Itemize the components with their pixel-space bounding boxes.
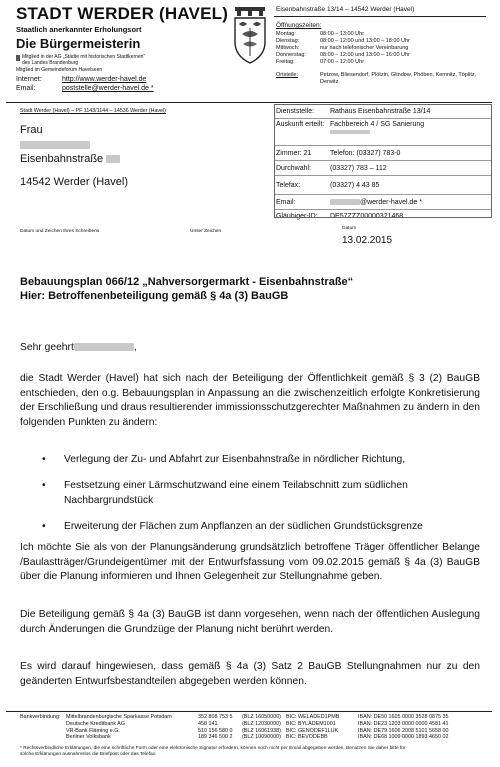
internet-line: Internet: http://www.werder-havel.de — [16, 76, 147, 83]
opening-hours — [276, 31, 410, 66]
change-list — [20, 452, 480, 545]
your-ref-label: Datum und Zeichen Ihres Schreibens — [20, 229, 100, 234]
opening-hours-row: Freitag: 07:00 – 12:00 Uhr — [276, 59, 365, 65]
letterhead-divider — [6, 102, 492, 103]
contact-row-email: Email: @werder-havel.de * — [274, 195, 492, 210]
bank-ibans: IBAN: DE50 1605 0000 3528 0875 35 IBAN: DE23 1203 0000 0000 4581 41 IBAN: DE79 1606 2008 5101 5658 00 IBAN: DE68 1009 0000 1893 4650 02 — [358, 714, 449, 741]
header-divider — [274, 16, 486, 17]
org-subtitle: Staatlich anerkannter Erholungsort — [16, 25, 142, 34]
website-link[interactable]: http://www.werder-havel.de — [62, 76, 147, 83]
greeting: Sehr geehrt , — [20, 342, 137, 353]
recipient-salutation: Frau — [20, 124, 43, 136]
list-item: • Festsetzung einer Lärmschutzwand eine einem Teilabschnitt zum südlichen Nachbargrundstück — [42, 480, 408, 506]
opening-hours-row: Dienstag: 08:00 – 12:00 und 13:00 – 18:00 Uhr — [276, 38, 410, 44]
contact-row-direct: Durchwahl: (03327) 783 – 112 — [274, 161, 492, 176]
org-name: STADT WERDER (HAVEL) — [16, 4, 229, 23]
recipient-city: 14542 Werder (Havel) — [20, 176, 129, 188]
paragraph-procedure: Die Beteiligung gemäß § 4a (3) BauGB ist dann vorgesehen, wenn nach der öffentlichen Auslegung durch Änderungen die Grundzüge der Planung nicht berührt werden. — [20, 609, 480, 635]
legal-footnote: * Rechtsverbindliche Erklärungen, die eine schriftliche Form oder eine elektronische Signatur erfordern, können noch nicht per Email abgegeben werden. Benutzen Sie daher bitte für solche Erklärungen ausnahmslos die Briefpost oder das Telefax. — [20, 746, 406, 757]
subject-line-2: Hier: Betroffenenbeteiligung gemäß § 4a (3) BauGB — [20, 290, 289, 302]
contact-row-fax: Telefax: (03327) 4 43 85 — [274, 176, 492, 195]
opening-hours-row: Montag: 08:00 – 13:00 Uhr — [276, 31, 365, 37]
bank-bics: BIC: WELADED1PMB BIC: BYLADEM1001 BIC: GENODEF1LUK BIC: BEVODEBB — [286, 714, 340, 741]
contact-info-box — [274, 104, 492, 222]
paragraph-participation: Ich möchte Sie als von der Planungsänderung grundsätzlich betroffene Träger öffentlicher Belange /Baulastträger/Grundeigentümer mit der Entwurfsfassung vom 09.02.2015 gemäß § 4a (3) BauGB über die Planung informieren und Ihnen Gelegenheit zur Stellungnahme geben. — [20, 542, 480, 583]
office-title: Die Bürgermeisterin — [16, 36, 141, 51]
recipient-name-redacted — [20, 139, 90, 151]
city-crest-icon — [231, 6, 269, 66]
list-item: • Verlegung der Zu- und Abfahrt zur Eisenbahnstraße in nördlicher Richtung, — [42, 454, 406, 465]
bank-codes: (BLZ 16050000) (BLZ 12030000) (BLZ 16061938) (BLZ 10090000) — [242, 714, 281, 741]
districts: Ortsteile: Petzow, Bliesendorf, Plötzin, Glindow, Phöben, Kemnitz, Töplitz, Derwitz — [276, 72, 477, 85]
list-item: • Erweiterung der Flächen zum Anpflanzen an der südlichen Grundstücksgrenze — [42, 521, 423, 532]
email-line: Email: poststelle@werder-havel.de * — [16, 85, 154, 92]
contact-email-link[interactable]: @werder-havel.de * — [360, 198, 422, 206]
opening-hours-title: Öffnungszeiten: — [276, 22, 322, 29]
letter-date: 13.02.2015 — [342, 235, 393, 246]
bank-label: Bankverbindung: — [20, 714, 61, 720]
footer-divider — [6, 711, 492, 712]
subject — [20, 275, 490, 303]
paragraph-intro: die Stadt Werder (Havel) hat sich nach der Beteiligung der Öffentlichkeit gemäß § 3 (2) BauGB entschieden, den o.g. Bebauungsplan in Anpassung an die zwischenzeitlich erfolgte Konkretisierung der Erschließung und draus resultierender immissionsschutzgerechter Maßnahmen zu ändern in den folgenden Punkten zu ändern: — [20, 373, 480, 428]
contact-row-creditor: Gläubiger-ID: DE57ZZZ00000321468 — [276, 212, 404, 220]
opening-hours-row: Donnerstag: 08:00 – 12:00 und 13:00 – 16:00 Uhr — [276, 52, 410, 58]
paragraph-notice: Es wird darauf hingewiesen, dass gemäß § 4a (3) Satz 2 BauGB Stellungnahmen nur zu den geänderten Entwurfsbestandteilen abgegeben werden können. — [20, 661, 480, 687]
email-link[interactable]: poststelle@werder-havel.de * — [62, 85, 154, 92]
membership-note: Mitglied in der AG „Städte mit historischen Stadtkernen“ des Landes Brandenburg — [22, 54, 146, 66]
recipient-street: Eisenbahnstraße — [20, 153, 120, 165]
opening-hours-row: Mittwoch: nur nach telefonischer Vereinbarung — [276, 45, 409, 51]
membership-note-2: Mitglied im Gemeindeforum Havelseen — [16, 67, 103, 73]
header-address: Eisenbahnstraße 13/14 – 14542 Werder (Havel) — [276, 6, 415, 13]
member-logo-icon — [16, 55, 20, 61]
our-ref-label: Unser Zeichen — [190, 229, 222, 234]
return-address: Stadt Werder (Havel) – PF 1143/1144 – 14536 Werder (Havel) — [20, 108, 166, 114]
date-label: Datum — [342, 226, 357, 231]
contact-row-office: Dienststelle: Rathaus Eisenbahnstraße 13/14 — [274, 104, 492, 119]
bank-names: Mittelbrandenburgische Sparkasse Potsdam Deutsche Kreditbank AG VR-Bank Fläming e.G. Berliner Volksbank — [66, 714, 172, 741]
bank-accounts: 352 808 753 5 458 141 510 156 580 0 189 346 500 2 — [198, 714, 233, 741]
contact-row-room: Zimmer: 21 Telefon: (03327) 783-0 — [274, 146, 492, 161]
contact-row-info: Auskunft erteilt: Fachbereich 4 / SG Sanierung — [274, 119, 492, 146]
subject-line-1: Bebauungsplan 066/12 „Nahversorgermarkt - Eisenbahnstraße“ — [20, 276, 354, 288]
